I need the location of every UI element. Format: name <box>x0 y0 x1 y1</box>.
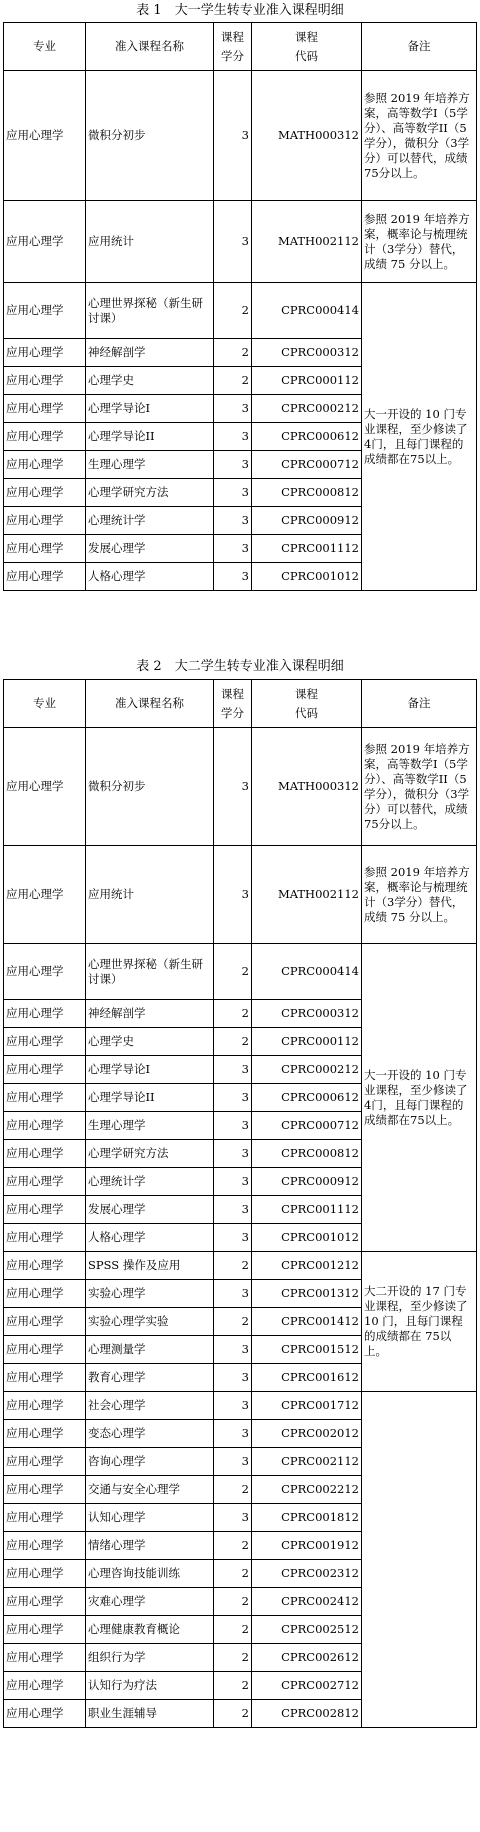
course-name-cell: 心理学史 <box>86 1028 214 1056</box>
course-code-cell: CPRC000414 <box>252 283 362 339</box>
course-code-cell: CPRC000414 <box>252 944 362 1000</box>
header-note: 备注 <box>362 680 477 728</box>
credit-cell: 3 <box>214 1224 252 1252</box>
credit-cell: 2 <box>214 1616 252 1644</box>
course-code-cell: CPRC002712 <box>252 1672 362 1700</box>
table-row <box>4 201 477 283</box>
course-name-cell: 心理统计学 <box>86 1168 214 1196</box>
credit-cell: 2 <box>214 1672 252 1700</box>
course-code-cell: CPRC002812 <box>252 1700 362 1728</box>
course-code-cell: CPRC000112 <box>252 367 362 395</box>
table-row <box>4 283 477 339</box>
major-cell: 应用心理学 <box>4 1588 86 1616</box>
header-code-line1: 课程 <box>295 686 318 701</box>
course-code-cell: CPRC001112 <box>252 1196 362 1224</box>
course-code-cell: CPRC000812 <box>252 1140 362 1168</box>
course-code-cell: CPRC000112 <box>252 1028 362 1056</box>
course-code-cell: MATH002112 <box>252 846 362 944</box>
header-credit-line2: 学分 <box>221 48 244 63</box>
credit-cell: 3 <box>214 201 252 283</box>
credit-cell: 3 <box>214 728 252 846</box>
major-cell: 应用心理学 <box>4 71 86 201</box>
table2-caption: 表 2 大二学生转专业准入课程明细 <box>136 659 344 674</box>
course-code-cell: CPRC000812 <box>252 479 362 507</box>
credit-cell: 3 <box>214 479 252 507</box>
note-cell: 参照 2019 年培养方案，高等数学I（5学分）、高等数学II（5学分），微积分（3学分）可以替代，成绩75分以上。 <box>362 71 477 201</box>
header-major: 专业 <box>4 23 86 71</box>
header-credit-line1: 课程 <box>221 686 244 701</box>
credit-cell: 2 <box>214 1476 252 1504</box>
course-name-cell: 认知行为疗法 <box>86 1672 214 1700</box>
major-cell: 应用心理学 <box>4 507 86 535</box>
header-course: 准入课程名称 <box>86 23 214 71</box>
credit-cell: 2 <box>214 944 252 1000</box>
note-cell: 大二开设的 17 门专业课程，至少修读了 10 门，且每门课程的成绩都在 75以上。 <box>362 1252 477 1392</box>
course-name-cell: 实验心理学 <box>86 1280 214 1308</box>
table-row <box>4 1252 477 1280</box>
course-code-cell: CPRC001712 <box>252 1392 362 1420</box>
course-name-cell: SPSS 操作及应用 <box>86 1252 214 1280</box>
course-code-cell: CPRC000712 <box>252 1112 362 1140</box>
major-cell: 应用心理学 <box>4 395 86 423</box>
major-cell: 应用心理学 <box>4 563 86 591</box>
note-cell: 大一开设的 10 门专业课程，至少修读了 4门，且每门课程的成绩都在75以上。 <box>362 944 477 1252</box>
course-name-cell: 心理世界探秘（新生研讨课） <box>86 283 214 339</box>
table2-header-row <box>4 680 477 728</box>
credit-cell: 3 <box>214 395 252 423</box>
course-name-cell: 心理学导论I <box>86 1056 214 1084</box>
course-code-cell: CPRC002412 <box>252 1588 362 1616</box>
credit-cell: 2 <box>214 1252 252 1280</box>
course-name-cell: 人格心理学 <box>86 1224 214 1252</box>
major-cell: 应用心理学 <box>4 944 86 1000</box>
header-code-line2: 代码 <box>295 705 318 720</box>
course-name-cell: 发展心理学 <box>86 1196 214 1224</box>
credit-cell: 3 <box>214 846 252 944</box>
credit-cell: 2 <box>214 1000 252 1028</box>
major-cell: 应用心理学 <box>4 367 86 395</box>
major-cell: 应用心理学 <box>4 1336 86 1364</box>
credit-cell: 2 <box>214 1700 252 1728</box>
credit-cell: 3 <box>214 451 252 479</box>
course-name-cell: 教育心理学 <box>86 1364 214 1392</box>
course-code-cell: CPRC001312 <box>252 1280 362 1308</box>
major-cell: 应用心理学 <box>4 1112 86 1140</box>
credit-cell: 3 <box>214 1112 252 1140</box>
major-cell: 应用心理学 <box>4 1308 86 1336</box>
course-code-cell: CPRC002112 <box>252 1448 362 1476</box>
course-name-cell: 心理咨询技能训练 <box>86 1560 214 1588</box>
course-code-cell: CPRC001812 <box>252 1504 362 1532</box>
header-credit-line1: 课程 <box>221 29 244 44</box>
credit-cell: 3 <box>214 1392 252 1420</box>
course-name-cell: 组织行为学 <box>86 1644 214 1672</box>
major-cell: 应用心理学 <box>4 535 86 563</box>
major-cell: 应用心理学 <box>4 201 86 283</box>
table-row <box>4 728 477 846</box>
course-name-cell: 职业生涯辅导 <box>86 1700 214 1728</box>
course-name-cell: 咨询心理学 <box>86 1448 214 1476</box>
major-cell: 应用心理学 <box>4 1504 86 1532</box>
course-code-cell: MATH000312 <box>252 728 362 846</box>
course-name-cell: 灾难心理学 <box>86 1588 214 1616</box>
course-code-cell: CPRC001412 <box>252 1308 362 1336</box>
course-name-cell: 社会心理学 <box>86 1392 214 1420</box>
course-name-cell: 实验心理学实验 <box>86 1308 214 1336</box>
credit-cell: 3 <box>214 1056 252 1084</box>
header-code <box>252 23 362 71</box>
credit-cell: 3 <box>214 423 252 451</box>
course-name-cell: 认知心理学 <box>86 1504 214 1532</box>
credit-cell: 3 <box>214 1420 252 1448</box>
major-cell: 应用心理学 <box>4 1476 86 1504</box>
course-code-cell: CPRC000212 <box>252 395 362 423</box>
major-cell: 应用心理学 <box>4 283 86 339</box>
course-code-cell: MATH000312 <box>252 71 362 201</box>
major-cell: 应用心理学 <box>4 1448 86 1476</box>
credit-cell: 2 <box>214 1308 252 1336</box>
course-name-cell: 心理健康教育概论 <box>86 1616 214 1644</box>
note-cell: 参照 2019 年培养方案，高等数学I（5学分）、高等数学II（5学分），微积分（3学分）可以替代，成绩75分以上。 <box>362 728 477 846</box>
major-cell: 应用心理学 <box>4 1252 86 1280</box>
course-name-cell: 情绪心理学 <box>86 1532 214 1560</box>
course-code-cell: CPRC002612 <box>252 1644 362 1672</box>
note-cell: 参照 2019 年培养方案，概率论与梳理统计（3学分）替代，成绩 75 分以上。 <box>362 201 477 283</box>
course-name-cell: 心理学导论I <box>86 395 214 423</box>
note-cell: 参照 2019 年培养方案，概率论与梳理统计（3学分）替代，成绩 75 分以上。 <box>362 846 477 944</box>
major-cell: 应用心理学 <box>4 846 86 944</box>
note-cell: 大一开设的 10 门专业课程，至少修读了4门，且每门课程的成绩都在75以上。 <box>362 283 477 591</box>
course-name-cell: 心理学史 <box>86 367 214 395</box>
table-row <box>4 1392 477 1420</box>
course-code-cell: CPRC000312 <box>252 1000 362 1028</box>
course-code-cell: CPRC001512 <box>252 1336 362 1364</box>
note-cell-empty <box>362 1392 477 1728</box>
course-code-cell: CPRC002512 <box>252 1616 362 1644</box>
credit-cell: 3 <box>214 71 252 201</box>
course-code-cell: CPRC000712 <box>252 451 362 479</box>
credit-cell: 2 <box>214 367 252 395</box>
header-credit-line2: 学分 <box>221 705 244 720</box>
course-name-cell: 神经解剖学 <box>86 1000 214 1028</box>
major-cell: 应用心理学 <box>4 1196 86 1224</box>
major-cell: 应用心理学 <box>4 1280 86 1308</box>
credit-cell: 3 <box>214 563 252 591</box>
course-name-cell: 变态心理学 <box>86 1420 214 1448</box>
credit-cell: 2 <box>214 1560 252 1588</box>
course-code-cell: CPRC002212 <box>252 1476 362 1504</box>
credit-cell: 3 <box>214 1448 252 1476</box>
course-code-cell: CPRC001212 <box>252 1252 362 1280</box>
course-name-cell: 心理学导论II <box>86 423 214 451</box>
credit-cell: 3 <box>214 1140 252 1168</box>
credit-cell: 3 <box>214 1196 252 1224</box>
course-code-cell: CPRC000912 <box>252 507 362 535</box>
course-code-cell: CPRC001912 <box>252 1532 362 1560</box>
credit-cell: 3 <box>214 1084 252 1112</box>
major-cell: 应用心理学 <box>4 1532 86 1560</box>
credit-cell: 3 <box>214 1280 252 1308</box>
major-cell: 应用心理学 <box>4 1028 86 1056</box>
course-name-cell: 生理心理学 <box>86 1112 214 1140</box>
credit-cell: 3 <box>214 1364 252 1392</box>
credit-cell: 2 <box>214 1644 252 1672</box>
major-cell: 应用心理学 <box>4 1700 86 1728</box>
credit-cell: 3 <box>214 535 252 563</box>
course-name-cell: 人格心理学 <box>86 563 214 591</box>
table1 <box>3 22 477 591</box>
major-cell: 应用心理学 <box>4 1000 86 1028</box>
table1-header-row <box>4 23 477 71</box>
header-code <box>252 680 362 728</box>
header-note: 备注 <box>362 23 477 71</box>
major-cell: 应用心理学 <box>4 1364 86 1392</box>
major-cell: 应用心理学 <box>4 728 86 846</box>
course-name-cell: 应用统计 <box>86 846 214 944</box>
credit-cell: 3 <box>214 1336 252 1364</box>
course-name-cell: 发展心理学 <box>86 535 214 563</box>
table-row <box>4 846 477 944</box>
major-cell: 应用心理学 <box>4 1616 86 1644</box>
course-name-cell: 神经解剖学 <box>86 339 214 367</box>
course-code-cell: CPRC001012 <box>252 563 362 591</box>
major-cell: 应用心理学 <box>4 479 86 507</box>
course-code-cell: CPRC002312 <box>252 1560 362 1588</box>
course-code-cell: CPRC001012 <box>252 1224 362 1252</box>
credit-cell: 2 <box>214 1028 252 1056</box>
credit-cell: 2 <box>214 1588 252 1616</box>
course-name-cell: 生理心理学 <box>86 451 214 479</box>
course-name-cell: 心理世界探秘（新生研讨课） <box>86 944 214 1000</box>
major-cell: 应用心理学 <box>4 1140 86 1168</box>
course-name-cell: 心理测量学 <box>86 1336 214 1364</box>
major-cell: 应用心理学 <box>4 1056 86 1084</box>
course-code-cell: MATH002112 <box>252 201 362 283</box>
table1-caption: 表 1 大一学生转专业准入课程明细 <box>136 3 344 18</box>
major-cell: 应用心理学 <box>4 1560 86 1588</box>
course-name-cell: 心理学研究方法 <box>86 1140 214 1168</box>
course-code-cell: CPRC000912 <box>252 1168 362 1196</box>
major-cell: 应用心理学 <box>4 1644 86 1672</box>
course-name-cell: 微积分初步 <box>86 728 214 846</box>
table2 <box>3 679 477 1728</box>
course-code-cell: CPRC000212 <box>252 1056 362 1084</box>
header-course: 准入课程名称 <box>86 680 214 728</box>
course-name-cell: 心理学研究方法 <box>86 479 214 507</box>
credit-cell: 2 <box>214 1532 252 1560</box>
credit-cell: 3 <box>214 1168 252 1196</box>
course-name-cell: 微积分初步 <box>86 71 214 201</box>
major-cell: 应用心理学 <box>4 1084 86 1112</box>
course-code-cell: CPRC000612 <box>252 1084 362 1112</box>
major-cell: 应用心理学 <box>4 1168 86 1196</box>
table-row <box>4 71 477 201</box>
course-code-cell: CPRC002012 <box>252 1420 362 1448</box>
course-code-cell: CPRC001612 <box>252 1364 362 1392</box>
major-cell: 应用心理学 <box>4 1224 86 1252</box>
table-row <box>4 944 477 1000</box>
course-code-cell: CPRC000312 <box>252 339 362 367</box>
credit-cell: 3 <box>214 507 252 535</box>
course-name-cell: 心理学导论II <box>86 1084 214 1112</box>
credit-cell: 3 <box>214 1504 252 1532</box>
major-cell: 应用心理学 <box>4 451 86 479</box>
course-name-cell: 心理统计学 <box>86 507 214 535</box>
course-name-cell: 应用统计 <box>86 201 214 283</box>
course-code-cell: CPRC000612 <box>252 423 362 451</box>
major-cell: 应用心理学 <box>4 339 86 367</box>
major-cell: 应用心理学 <box>4 1420 86 1448</box>
major-cell: 应用心理学 <box>4 423 86 451</box>
header-code-line2: 代码 <box>295 48 318 63</box>
major-cell: 应用心理学 <box>4 1672 86 1700</box>
course-name-cell: 交通与安全心理学 <box>86 1476 214 1504</box>
major-cell: 应用心理学 <box>4 1392 86 1420</box>
credit-cell: 2 <box>214 339 252 367</box>
header-major: 专业 <box>4 680 86 728</box>
header-credit <box>214 680 252 728</box>
header-code-line1: 课程 <box>295 29 318 44</box>
header-credit <box>214 23 252 71</box>
course-code-cell: CPRC001112 <box>252 535 362 563</box>
credit-cell: 2 <box>214 283 252 339</box>
